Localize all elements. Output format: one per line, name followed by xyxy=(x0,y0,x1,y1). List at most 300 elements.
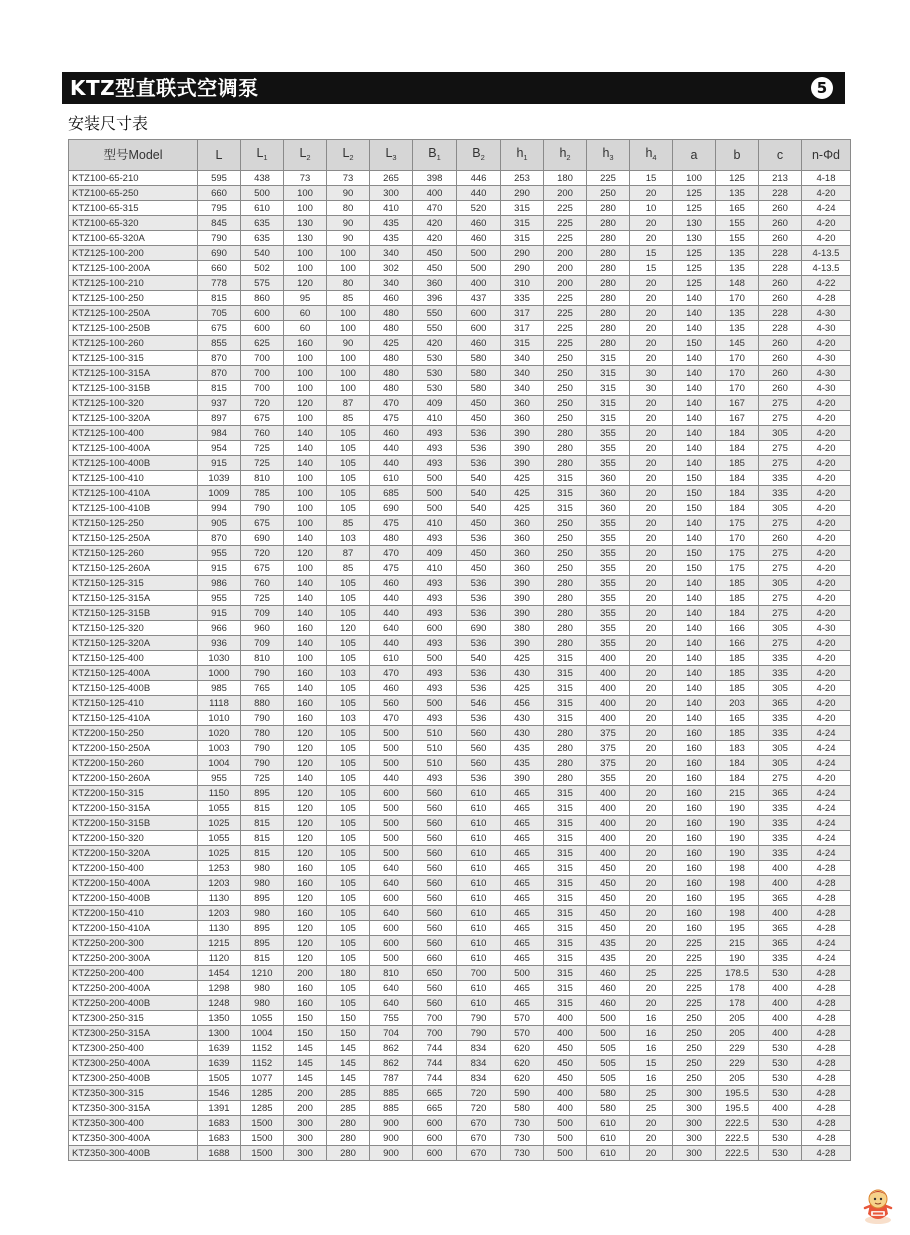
dimension-cell: 690 xyxy=(457,621,501,636)
model-cell: KTZ350-300-400A xyxy=(69,1131,198,1146)
model-cell: KTZ125-100-200 xyxy=(69,246,198,261)
dimension-cell: 4-20 xyxy=(802,456,851,471)
dimension-cell: 915 xyxy=(198,606,241,621)
dimension-cell: 560 xyxy=(413,831,457,846)
dimension-cell: 400 xyxy=(587,666,630,681)
dimension-cell: 250 xyxy=(544,381,587,396)
model-cell: KTZ125-100-250A xyxy=(69,306,198,321)
column-header xyxy=(587,140,630,171)
dimension-cell: 160 xyxy=(284,981,327,996)
model-cell: KTZ150-125-250A xyxy=(69,531,198,546)
dimension-cell: 184 xyxy=(716,606,759,621)
dimension-cell: 95 xyxy=(284,291,327,306)
dimension-cell: 530 xyxy=(413,366,457,381)
dimension-cell: 222.5 xyxy=(716,1146,759,1161)
dimension-cell: 260 xyxy=(759,336,802,351)
table-row xyxy=(69,321,851,336)
dimension-cell: 160 xyxy=(673,801,716,816)
model-cell: KTZ100-65-320 xyxy=(69,216,198,231)
model-cell: KTZ150-125-400B xyxy=(69,681,198,696)
dimension-cell: 280 xyxy=(587,321,630,336)
dimension-cell: 135 xyxy=(716,321,759,336)
dimension-cell: 25 xyxy=(630,966,673,981)
dimension-cell: 4-20 xyxy=(802,411,851,426)
dimension-cell: 335 xyxy=(759,651,802,666)
dimension-cell: 145 xyxy=(327,1056,370,1071)
table-row xyxy=(69,591,851,606)
dimension-cell: 1391 xyxy=(198,1101,241,1116)
dimension-cell: 450 xyxy=(457,516,501,531)
dimension-cell: 225 xyxy=(544,201,587,216)
dimension-cell: 1009 xyxy=(198,486,241,501)
model-cell: KTZ350-300-315 xyxy=(69,1086,198,1101)
dimension-cell: 185 xyxy=(716,576,759,591)
dimension-cell: 125 xyxy=(673,201,716,216)
dimension-cell: 895 xyxy=(241,786,284,801)
dimension-cell: 480 xyxy=(370,321,413,336)
dimension-cell: 400 xyxy=(587,696,630,711)
dimension-cell: 120 xyxy=(284,921,327,936)
dimension-cell: 360 xyxy=(501,561,544,576)
dimension-cell: 140 xyxy=(673,441,716,456)
dimension-cell: 560 xyxy=(457,741,501,756)
dimension-cell: 20 xyxy=(630,876,673,891)
dimension-cell: 465 xyxy=(501,801,544,816)
dimension-cell: 135 xyxy=(716,261,759,276)
dimension-cell: 465 xyxy=(501,981,544,996)
dimension-cell: 665 xyxy=(413,1086,457,1101)
dimension-cell: 570 xyxy=(501,1026,544,1041)
dimension-cell: 20 xyxy=(630,741,673,756)
column-header-subscript: 2 xyxy=(306,152,311,162)
dimension-cell: 480 xyxy=(370,531,413,546)
dimension-cell: 200 xyxy=(544,276,587,291)
dimension-cell: 105 xyxy=(327,756,370,771)
dimension-cell: 595 xyxy=(198,171,241,186)
dimension-cell: 315 xyxy=(501,216,544,231)
dimension-cell: 120 xyxy=(327,621,370,636)
dimension-cell: 815 xyxy=(198,381,241,396)
dimension-cell: 205 xyxy=(716,1011,759,1026)
dimension-cell: 228 xyxy=(759,186,802,201)
table-row xyxy=(69,261,851,276)
dimension-cell: 310 xyxy=(501,276,544,291)
dimension-cell: 160 xyxy=(284,666,327,681)
dimension-cell: 140 xyxy=(673,711,716,726)
dimension-cell: 305 xyxy=(759,576,802,591)
dimension-cell: 390 xyxy=(501,456,544,471)
table-row xyxy=(69,831,851,846)
dimension-cell: 1152 xyxy=(241,1041,284,1056)
dimension-cell: 665 xyxy=(413,1101,457,1116)
dimension-cell: 460 xyxy=(587,966,630,981)
dimension-cell: 610 xyxy=(587,1116,630,1131)
page-number-badge: 5 xyxy=(811,77,833,99)
dimension-cell: 4-24 xyxy=(802,936,851,951)
dimension-cell: 140 xyxy=(673,591,716,606)
dimension-cell: 440 xyxy=(370,606,413,621)
dimension-cell: 20 xyxy=(630,1116,673,1131)
dimension-cell: 560 xyxy=(413,801,457,816)
dimension-cell: 790 xyxy=(241,741,284,756)
dimension-cell: 145 xyxy=(284,1056,327,1071)
dimension-cell: 640 xyxy=(370,621,413,636)
dimension-cell: 670 xyxy=(457,1116,501,1131)
dimension-cell: 20 xyxy=(630,921,673,936)
dimension-cell: 375 xyxy=(587,741,630,756)
dimension-cell: 85 xyxy=(327,561,370,576)
dimension-cell: 305 xyxy=(759,621,802,636)
dimension-cell: 87 xyxy=(327,396,370,411)
dimension-cell: 790 xyxy=(457,1011,501,1026)
dimension-cell: 862 xyxy=(370,1041,413,1056)
table-row xyxy=(69,891,851,906)
table-row xyxy=(69,621,851,636)
dimension-cell: 4-20 xyxy=(802,516,851,531)
dimension-cell: 980 xyxy=(241,906,284,921)
dimension-cell: 355 xyxy=(587,606,630,621)
dimension-cell: 170 xyxy=(716,351,759,366)
dimension-cell: 530 xyxy=(759,1086,802,1101)
column-header xyxy=(630,140,673,171)
dimension-cell: 30 xyxy=(630,366,673,381)
dimension-cell: 280 xyxy=(544,756,587,771)
dimension-cell: 834 xyxy=(457,1056,501,1071)
dimension-cell: 1688 xyxy=(198,1146,241,1161)
dimension-cell: 85 xyxy=(327,291,370,306)
column-header xyxy=(284,140,327,171)
dimension-cell: 228 xyxy=(759,261,802,276)
table-header-row xyxy=(69,140,851,171)
dimension-cell: 4-20 xyxy=(802,696,851,711)
table-row xyxy=(69,501,851,516)
table-row xyxy=(69,1026,851,1041)
dimension-cell: 120 xyxy=(284,276,327,291)
dimension-cell: 1639 xyxy=(198,1056,241,1071)
dimension-cell: 145 xyxy=(716,336,759,351)
dimension-cell: 20 xyxy=(630,231,673,246)
dimension-cell: 105 xyxy=(327,726,370,741)
dimension-cell: 200 xyxy=(544,261,587,276)
model-cell: KTZ125-100-210 xyxy=(69,276,198,291)
dimension-cell: 20 xyxy=(630,186,673,201)
dimension-cell: 493 xyxy=(413,666,457,681)
dimension-cell: 100 xyxy=(284,351,327,366)
dimension-cell: 275 xyxy=(759,516,802,531)
dimension-cell: 536 xyxy=(457,636,501,651)
dimension-cell: 500 xyxy=(370,726,413,741)
dimension-cell: 440 xyxy=(370,636,413,651)
dimension-cell: 4-18 xyxy=(802,171,851,186)
dimension-cell: 815 xyxy=(241,846,284,861)
dimension-cell: 4-20 xyxy=(802,591,851,606)
dimension-cell: 610 xyxy=(457,876,501,891)
dimension-cell: 954 xyxy=(198,441,241,456)
dimension-cell: 105 xyxy=(327,576,370,591)
table-row xyxy=(69,201,851,216)
dimension-cell: 15 xyxy=(630,246,673,261)
table-row xyxy=(69,906,851,921)
dimension-cell: 125 xyxy=(673,186,716,201)
dimension-cell: 400 xyxy=(413,186,457,201)
dimension-cell: 500 xyxy=(370,756,413,771)
dimension-cell: 335 xyxy=(759,666,802,681)
dimension-cell: 20 xyxy=(630,666,673,681)
dimension-cell: 435 xyxy=(501,741,544,756)
dimension-cell: 709 xyxy=(241,636,284,651)
dimension-cell: 200 xyxy=(284,1101,327,1116)
dimension-cell: 140 xyxy=(673,366,716,381)
dimension-cell: 510 xyxy=(413,726,457,741)
model-cell: KTZ200-150-410A xyxy=(69,921,198,936)
dimension-cell: 280 xyxy=(587,261,630,276)
dimension-cell: 430 xyxy=(501,726,544,741)
column-header-label: n-Φd xyxy=(811,148,841,162)
dimension-cell: 90 xyxy=(327,231,370,246)
dimension-cell: 400 xyxy=(587,711,630,726)
dimension-cell: 198 xyxy=(716,876,759,891)
dimension-cell: 465 xyxy=(501,831,544,846)
dimension-cell: 100 xyxy=(327,366,370,381)
dimension-cell: 180 xyxy=(327,966,370,981)
dimension-cell: 500 xyxy=(544,1146,587,1161)
model-cell: KTZ125-100-320A xyxy=(69,411,198,426)
table-row xyxy=(69,576,851,591)
dimension-cell: 610 xyxy=(457,936,501,951)
table-body xyxy=(69,171,851,1161)
dimension-cell: 980 xyxy=(241,981,284,996)
column-header xyxy=(759,140,802,171)
dimension-cell: 4-28 xyxy=(802,1026,851,1041)
dimension-cell: 465 xyxy=(501,816,544,831)
dimension-cell: 409 xyxy=(413,546,457,561)
dimension-cell: 175 xyxy=(716,546,759,561)
dimension-cell: 560 xyxy=(413,906,457,921)
dimension-cell: 225 xyxy=(544,306,587,321)
dimension-cell: 1546 xyxy=(198,1086,241,1101)
dimension-cell: 228 xyxy=(759,306,802,321)
dimension-cell: 4-28 xyxy=(802,1101,851,1116)
dimension-cell: 536 xyxy=(457,456,501,471)
dimension-cell: 660 xyxy=(413,951,457,966)
dimension-cell: 140 xyxy=(673,606,716,621)
column-header-label: h xyxy=(645,145,653,160)
dimension-cell: 190 xyxy=(716,831,759,846)
dimension-cell: 610 xyxy=(457,891,501,906)
dimension-cell: 184 xyxy=(716,486,759,501)
dimension-cell: 4-22 xyxy=(802,276,851,291)
model-cell: KTZ200-150-320A xyxy=(69,846,198,861)
dimension-cell: 4-30 xyxy=(802,306,851,321)
dimension-cell: 100 xyxy=(327,321,370,336)
dimension-cell: 880 xyxy=(241,696,284,711)
dimension-cell: 390 xyxy=(501,426,544,441)
dimension-cell: 250 xyxy=(673,1026,716,1041)
dimension-cell: 20 xyxy=(630,216,673,231)
dimension-cell: 275 xyxy=(759,606,802,621)
dimension-cell: 20 xyxy=(630,711,673,726)
dimension-cell: 160 xyxy=(284,876,327,891)
dimension-cell: 530 xyxy=(413,351,457,366)
dimension-cell: 1500 xyxy=(241,1146,284,1161)
model-cell: KTZ125-100-410B xyxy=(69,501,198,516)
dimension-cell: 425 xyxy=(501,681,544,696)
dimension-cell: 4-24 xyxy=(802,726,851,741)
dimension-cell: 560 xyxy=(413,921,457,936)
dimension-cell: 675 xyxy=(241,561,284,576)
dimension-cell: 4-28 xyxy=(802,1086,851,1101)
dimension-cell: 355 xyxy=(587,426,630,441)
dimension-cell: 725 xyxy=(241,456,284,471)
dimension-cell: 1210 xyxy=(241,966,284,981)
dimension-cell: 1025 xyxy=(198,816,241,831)
dimension-cell: 280 xyxy=(587,231,630,246)
dimension-cell: 435 xyxy=(370,216,413,231)
dimension-cell: 465 xyxy=(501,906,544,921)
column-header-subscript: 3 xyxy=(392,152,397,162)
dimension-cell: 435 xyxy=(501,756,544,771)
dimension-cell: 1454 xyxy=(198,966,241,981)
dimension-cell: 500 xyxy=(241,186,284,201)
column-header xyxy=(370,140,413,171)
dimension-cell: 140 xyxy=(284,456,327,471)
dimension-cell: 470 xyxy=(370,546,413,561)
dimension-cell: 4-20 xyxy=(802,336,851,351)
dimension-cell: 4-28 xyxy=(802,1116,851,1131)
dimension-cell: 570 xyxy=(501,1011,544,1026)
dimension-cell: 160 xyxy=(284,906,327,921)
table-row xyxy=(69,561,851,576)
dimension-cell: 280 xyxy=(587,306,630,321)
table-row xyxy=(69,861,851,876)
dimension-cell: 670 xyxy=(457,1131,501,1146)
dimension-cell: 4-30 xyxy=(802,381,851,396)
dimension-cell: 600 xyxy=(413,621,457,636)
dimension-cell: 725 xyxy=(241,591,284,606)
column-header-subscript: 2 xyxy=(349,152,354,162)
dimension-table xyxy=(68,139,851,1161)
dimension-cell: 317 xyxy=(501,306,544,321)
dimension-cell: 4-20 xyxy=(802,576,851,591)
dimension-cell: 167 xyxy=(716,411,759,426)
dimension-cell: 845 xyxy=(198,216,241,231)
table-row xyxy=(69,1071,851,1086)
dimension-cell: 355 xyxy=(587,771,630,786)
table-row xyxy=(69,186,851,201)
dimension-cell: 450 xyxy=(457,396,501,411)
dimension-cell: 300 xyxy=(673,1116,716,1131)
dimension-cell: 390 xyxy=(501,441,544,456)
dimension-cell: 1505 xyxy=(198,1071,241,1086)
dimension-cell: 500 xyxy=(413,486,457,501)
dimension-cell: 780 xyxy=(241,726,284,741)
dimension-cell: 400 xyxy=(587,801,630,816)
dimension-cell: 4-20 xyxy=(802,771,851,786)
dimension-cell: 335 xyxy=(759,711,802,726)
dimension-cell: 315 xyxy=(501,231,544,246)
dimension-cell: 390 xyxy=(501,576,544,591)
dimension-cell: 170 xyxy=(716,531,759,546)
dimension-cell: 150 xyxy=(673,561,716,576)
dimension-cell: 160 xyxy=(284,861,327,876)
dimension-cell: 465 xyxy=(501,936,544,951)
dimension-cell: 540 xyxy=(457,501,501,516)
dimension-cell: 140 xyxy=(673,636,716,651)
dimension-cell: 765 xyxy=(241,681,284,696)
dimension-cell: 140 xyxy=(284,606,327,621)
dimension-cell: 700 xyxy=(241,381,284,396)
dimension-cell: 450 xyxy=(544,1041,587,1056)
dimension-cell: 280 xyxy=(544,606,587,621)
dimension-cell: 575 xyxy=(241,276,284,291)
dimension-cell: 4-28 xyxy=(802,906,851,921)
dimension-cell: 475 xyxy=(370,516,413,531)
dimension-cell: 4-20 xyxy=(802,531,851,546)
dimension-cell: 140 xyxy=(673,516,716,531)
dimension-cell: 215 xyxy=(716,936,759,951)
dimension-cell: 20 xyxy=(630,891,673,906)
dimension-cell: 125 xyxy=(673,276,716,291)
dimension-cell: 280 xyxy=(544,426,587,441)
dimension-cell: 190 xyxy=(716,846,759,861)
model-cell: KTZ125-100-400 xyxy=(69,426,198,441)
dimension-cell: 560 xyxy=(413,861,457,876)
dimension-cell: 225 xyxy=(673,951,716,966)
dimension-cell: 610 xyxy=(241,201,284,216)
dimension-cell: 166 xyxy=(716,636,759,651)
dimension-cell: 675 xyxy=(241,411,284,426)
table-row xyxy=(69,1056,851,1071)
dimension-cell: 730 xyxy=(501,1146,544,1161)
dimension-cell: 465 xyxy=(501,786,544,801)
dimension-cell: 955 xyxy=(198,771,241,786)
dimension-cell: 465 xyxy=(501,921,544,936)
dimension-cell: 360 xyxy=(501,396,544,411)
dimension-cell: 155 xyxy=(716,216,759,231)
column-header-label: c xyxy=(776,148,784,162)
dimension-cell: 20 xyxy=(630,951,673,966)
dimension-cell: 675 xyxy=(241,516,284,531)
dimension-cell: 610 xyxy=(587,1131,630,1146)
dimension-cell: 315 xyxy=(544,936,587,951)
model-cell: KTZ125-100-315 xyxy=(69,351,198,366)
dimension-cell: 315 xyxy=(544,696,587,711)
dimension-cell: 160 xyxy=(673,786,716,801)
dimension-cell: 130 xyxy=(284,231,327,246)
table-row xyxy=(69,1011,851,1026)
dimension-cell: 580 xyxy=(457,366,501,381)
dimension-cell: 198 xyxy=(716,861,759,876)
dimension-cell: 550 xyxy=(413,306,457,321)
dimension-cell: 20 xyxy=(630,426,673,441)
dimension-cell: 160 xyxy=(284,336,327,351)
dimension-cell: 365 xyxy=(759,696,802,711)
table-row xyxy=(69,1116,851,1131)
dimension-cell: 500 xyxy=(413,651,457,666)
dimension-cell: 400 xyxy=(544,1086,587,1101)
table-row xyxy=(69,396,851,411)
dimension-cell: 340 xyxy=(501,366,544,381)
dimension-cell: 430 xyxy=(501,666,544,681)
dimension-cell: 610 xyxy=(370,471,413,486)
dimension-cell: 185 xyxy=(716,651,759,666)
dimension-cell: 140 xyxy=(673,531,716,546)
dimension-cell: 4-20 xyxy=(802,471,851,486)
dimension-cell: 30 xyxy=(630,381,673,396)
table-row xyxy=(69,951,851,966)
model-cell: KTZ100-65-320A xyxy=(69,231,198,246)
dimension-cell: 105 xyxy=(327,471,370,486)
